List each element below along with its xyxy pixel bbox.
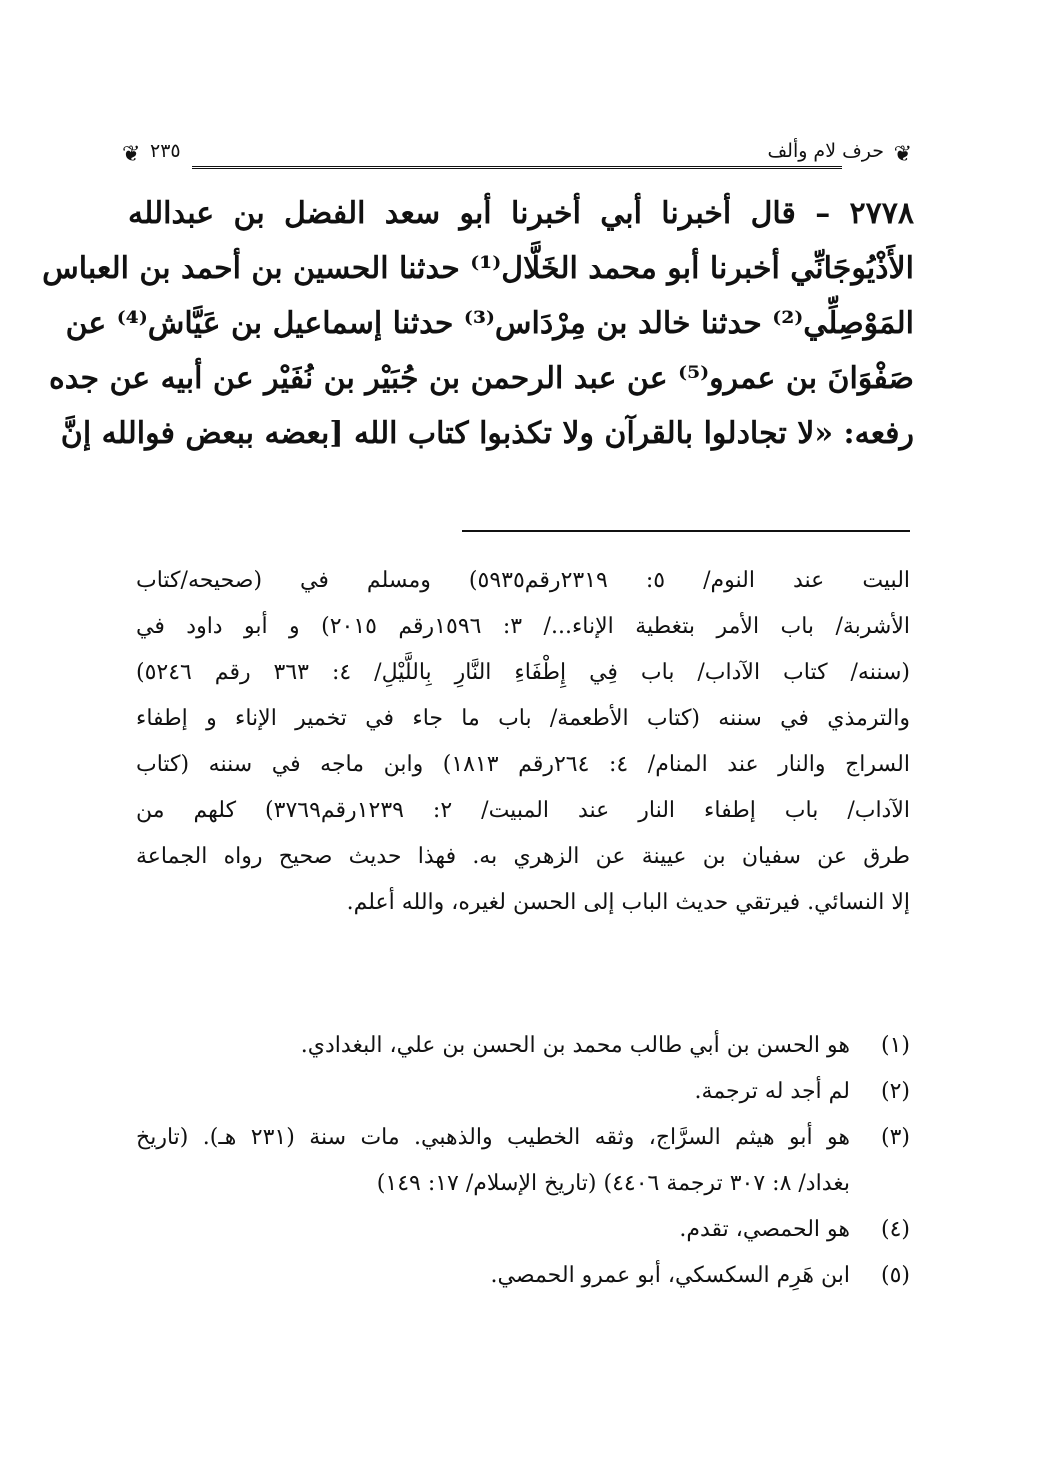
main-line: الأَذْيُوجَانِّي أخبرنا أبو محمد الخَلَّال⁽¹⁾ حدثنا الحسين بن أحمد بن العباس	[42, 251, 914, 286]
main-line: رفعه: «لا تجادلوا بالقرآن ولا تكذبوا كتاب الله [بعضه ببعض فوالله إنَّ	[60, 416, 914, 451]
footnote-text	[136, 1253, 850, 1299]
footnote-number: (٥)	[880, 1263, 910, 1288]
footnote-line: البيت عند النوم/ ٥: ٢٣١٩رقم٥٩٣٥) ومسلم في (صحيحه/كتاب	[136, 568, 911, 593]
ornament-left-icon: ❦	[122, 142, 141, 167]
footnote-text-line: ابن هَرِم السكسكي، أبو عمرو الحمصي.	[490, 1263, 850, 1288]
footnote-number: (٤)	[880, 1217, 910, 1242]
main-line: ٢٧٧٨ – قال أخبرنا أبي أخبرنا أبو سعد الفضل بن عبدالله	[128, 196, 914, 231]
footnote-divider	[462, 530, 910, 532]
footnote-text	[136, 1207, 850, 1253]
footnote-5	[136, 1253, 910, 1299]
footnote-continuation	[136, 558, 910, 926]
footnote-number: (٢)	[880, 1079, 910, 1104]
page-number: ٢٣٥	[150, 140, 181, 162]
footnote-text-line: هو الحسن بن أبي طالب محمد بن الحسن بن علي، البغدادي.	[300, 1033, 850, 1058]
page-header	[122, 138, 912, 174]
footnote-line: السراج والنار عند المنام/ ٤: ٢٦٤رقم ١٨١٣) وابن ماجه في سننه (كتاب	[136, 752, 911, 777]
footnote-3	[136, 1115, 910, 1207]
footnote-line: طرق عن سفيان بن عيينة عن الزهري به. فهذا حديث صحيح رواه الجماعة	[136, 844, 910, 869]
main-line: صَفْوَانَ بن عمرو⁽⁵⁾ عن عبد الرحمن بن جُبَيْر بن نُفَيْر عن أبيه عن جده	[49, 361, 914, 396]
footnotes-list	[136, 1023, 910, 1299]
footnote-number: (٣)	[880, 1125, 910, 1150]
main-text	[42, 186, 914, 461]
footnote-text-line: هو الحمصي، تقدم.	[679, 1217, 850, 1242]
footnote-text	[136, 1023, 850, 1069]
footnote-text-line: هو أبو هيثم السرَّاج، وثقه الخطيب والذهبي. مات سنة (٢٣١ هـ). (تاريخ	[136, 1125, 851, 1150]
footnote-text	[136, 1115, 850, 1207]
running-title: حرف لام وألف	[767, 140, 884, 162]
footnote-line: الأشربة/ باب الأمر بتغطية الإناء.../ ٣: ١٥٩٦رقم ٢٠١٥) و أبو داود في	[136, 614, 911, 639]
header-rule	[192, 166, 842, 169]
footnote-number: (١)	[880, 1033, 910, 1058]
footnote-text	[136, 1069, 850, 1115]
footnote-line: والترمذي في سننه (كتاب الأطعمة/ باب ما جاء في تخمير الإناء و إطفاء	[136, 706, 910, 731]
footnote-4	[136, 1207, 910, 1253]
footnote-text-line: بغداد/ ٨: ٣٠٧ ترجمة ٤٤٠٦) (تاريخ الإسلام/ ١٧: ١٤٩)	[376, 1171, 850, 1196]
footnote-2	[136, 1069, 910, 1115]
main-line: المَوْصِلِّي⁽²⁾ حدثنا خالد بن مِرْدَاس⁽³⁾ حدثنا إسماعيل بن عَيَّاش⁽⁴⁾ عن	[65, 306, 914, 341]
footnote-line: إلا النسائي. فيرتقي حديث الباب إلى الحسن لغيره، والله أعلم.	[346, 890, 910, 915]
ornament-right-icon: ❦	[893, 142, 912, 167]
footnote-text-line: لم أجد له ترجمة.	[694, 1079, 850, 1104]
footnote-line: (سننه/ كتاب الآداب/ باب فِي إِطْفَاءِ النَّارِ بِاللَّيْلِ/ ٤: ٣٦٣ رقم ٥٢٤٦)	[136, 660, 910, 685]
footnote-line: الآداب/ باب إطفاء النار عند المبيت/ ٢: ١٢٣٩رقم٣٧٦٩) كلهم من	[136, 798, 911, 823]
footnote-1	[136, 1023, 910, 1069]
